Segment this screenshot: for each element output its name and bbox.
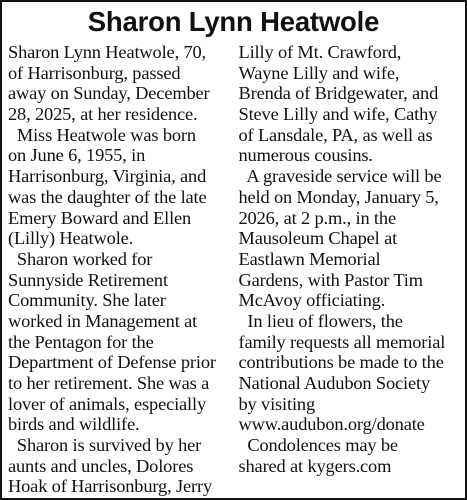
- text-line: Steve Lilly and wife, Cathy: [238, 104, 438, 125]
- text-line: of Harrisonburg, passed: [8, 62, 181, 83]
- text-line: family requests all memorial: [238, 331, 446, 352]
- text-line: 28, 2025, at her residence.: [8, 104, 198, 125]
- text-line: was the daughter of the late: [8, 186, 207, 207]
- text-line: Lilly of Mt. Crawford,: [238, 42, 402, 62]
- text-line: Hoak of Harrisonburg, Jerry: [8, 476, 212, 497]
- text-line: aunts and uncles, Dolores: [8, 455, 194, 476]
- text-line: of Lansdale, PA, as well as: [238, 124, 433, 145]
- text-line: Gardens, with Pastor Tim: [238, 269, 423, 290]
- text-line: Sunnyside Retirement: [8, 269, 168, 290]
- text-line: (Lilly) Heatwole.: [8, 228, 134, 249]
- text-line: Sharon is survived by her: [8, 435, 202, 456]
- text-line: Condolences may be: [238, 435, 398, 456]
- text-line: by visiting: [238, 393, 316, 414]
- text-line: the Pentagon for the: [8, 331, 154, 352]
- text-line: Mausoleum Chapel at: [238, 228, 398, 249]
- text-line: away on Sunday, December: [8, 83, 210, 104]
- text-line: to her retirement. She was a: [8, 373, 210, 393]
- text-line: Emery Boward and Ellen: [8, 207, 192, 228]
- left-column: [8, 42, 229, 497]
- text-line: www.audubon.org/donate: [238, 414, 425, 435]
- text-line: National Audubon Society: [238, 373, 431, 393]
- text-line: 2026, at 2 p.m., in the: [238, 207, 396, 228]
- text-line: In lieu of flowers, the: [238, 310, 403, 331]
- text-line: Community. She later: [8, 290, 166, 311]
- text-line: Miss Heatwole was born: [8, 124, 196, 145]
- text-line: numerous cousins.: [238, 145, 373, 166]
- text-line: McAvoy officiating.: [238, 290, 386, 311]
- text-line: Harrisonburg, Virginia, and: [8, 166, 207, 187]
- text-line: Department of Defense prior: [8, 352, 216, 373]
- text-line: on June 6, 1955, in: [8, 145, 146, 166]
- obituary-body: [2, 42, 465, 497]
- text-line: Sharon Lynn Heatwole, 70,: [8, 42, 206, 62]
- text-line: lover of animals, especially: [8, 393, 207, 414]
- text-line: Sharon worked for: [8, 248, 153, 269]
- text-line: shared at kygers.com: [238, 455, 392, 476]
- text-line: birds and wildlife.: [8, 414, 140, 435]
- text-line: Brenda of Bridgewater, and: [238, 83, 439, 104]
- text-line: Eastlawn Memorial: [238, 248, 381, 269]
- text-line: Wayne Lilly and wife,: [238, 62, 400, 83]
- right-column: [239, 42, 460, 497]
- text-line: A graveside service will be: [238, 166, 442, 187]
- obituary-title: Sharon Lynn Heatwole: [87, 6, 380, 37]
- text-line: contributions be made to the: [238, 352, 444, 373]
- text-line: held on Monday, January 5,: [238, 186, 439, 207]
- text-line: worked in Management at: [8, 310, 198, 331]
